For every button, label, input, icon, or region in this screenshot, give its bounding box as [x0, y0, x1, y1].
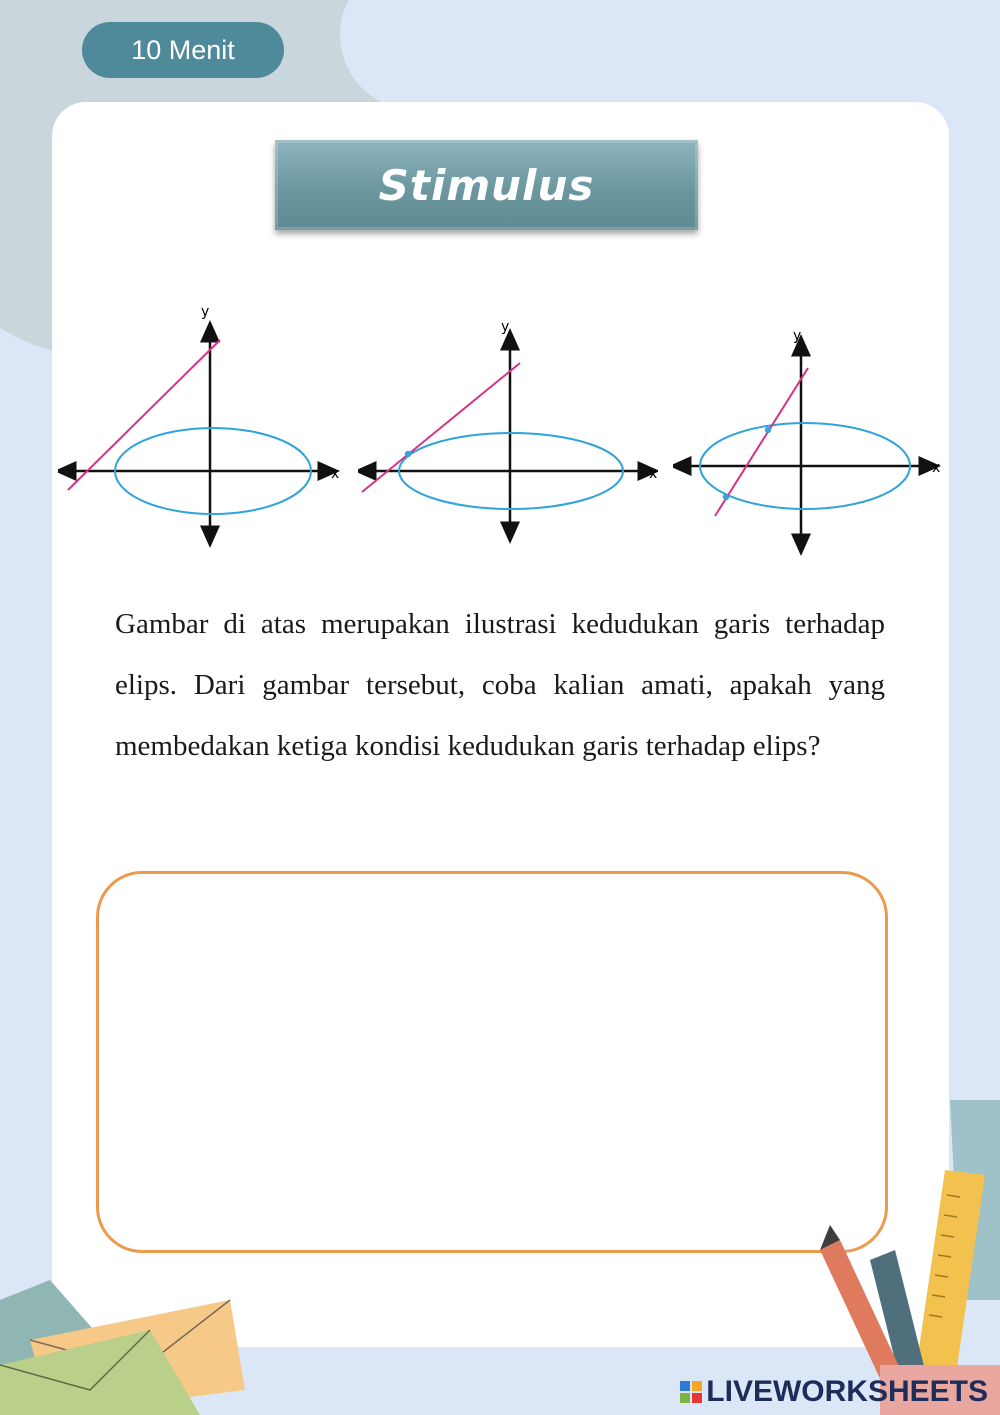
timer-badge: 10 Menit	[82, 22, 284, 78]
figure-line-tangent-ellipse	[358, 298, 658, 548]
brand-name: LIVEWORKSHEETS	[706, 1375, 988, 1408]
stationery-decoration-icon	[800, 1100, 1000, 1415]
y-axis-label: y	[501, 319, 510, 335]
x-axis-label: x	[331, 466, 340, 482]
line	[362, 363, 520, 492]
background-wave	[340, 0, 1000, 110]
x-axis-label: x	[649, 466, 658, 482]
line	[715, 368, 808, 516]
y-axis-label: y	[793, 328, 802, 344]
intersection-point	[765, 427, 771, 433]
liveworksheets-logo-icon	[680, 1381, 702, 1403]
section-title: Stimulus	[275, 140, 698, 230]
answer-input[interactable]	[96, 871, 888, 1253]
line	[68, 340, 220, 490]
figure-row	[58, 298, 953, 556]
envelope-decoration-icon	[0, 1270, 270, 1415]
figure-line-outside-ellipse	[58, 298, 348, 548]
x-axis-label: x	[932, 460, 941, 476]
question-text: Gambar di atas merupakan ilustrasi kedudukan garis terhadap elips. Dari gambar tersebut, coba kalian amati, apakah yang membedakan ketiga kondisi kedudukan garis terhadap elips?	[115, 608, 885, 762]
y-axis-label: y	[201, 304, 210, 320]
intersection-point	[723, 494, 729, 500]
figure-line-intersects-ellipse	[673, 298, 953, 556]
tangent-point	[405, 451, 411, 457]
brand-footer	[680, 1375, 988, 1409]
